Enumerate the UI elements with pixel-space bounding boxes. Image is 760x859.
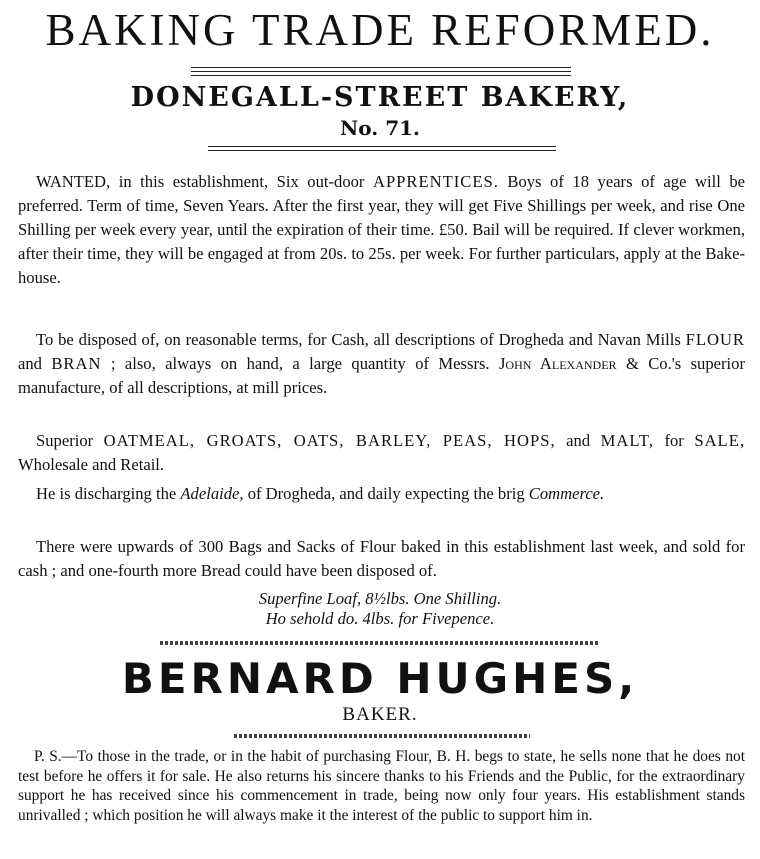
text-run: for — [653, 431, 695, 450]
ship-adelaide: Adelaide, — [180, 484, 244, 503]
postscript-paragraph — [18, 747, 745, 825]
manufacturer-name: John Alexander — [498, 354, 617, 373]
sales-text: There were upwards of 300 Bags and Sacks of Flour baked in this establishment last week, and sold for cash ; and one-fourth more Bread could have been disposed of. — [18, 537, 745, 580]
text-run: To be disposed of, on reasonable terms, for Cash, all descriptions of Drogheda and Navan Mills — [36, 330, 686, 349]
text-run: & Co.'s superior manufacture, of all descriptions, at mill prices. — [18, 354, 745, 397]
divider-rule-top-2 — [191, 71, 571, 72]
text-run: Boys of 18 years of age will be preferred. Term of time, Seven Years. After the first year, they will get Five Shillings per week, and rise One Shilling per week every year, until the expiration of their time. £50. Bail will be required. If clever workmen, after their time, they will be engaged at from 20s. to 25s. per week. For further particulars, apply at the Bake-house. — [18, 172, 746, 287]
price-line-household: Ho sehold do. 4lbs. for Fivepence. — [265, 609, 495, 628]
proprietor-trade: BAKER. — [342, 704, 418, 725]
apprentices-word: APPRENTICES. — [372, 172, 499, 191]
text-run: and — [555, 431, 601, 450]
bakery-name: DONEGALL-STREET BAKERY, — [130, 82, 630, 113]
bakery-number: No. 71. — [340, 116, 420, 140]
produce-list: OATMEAL, GROATS, OATS, BARLEY, PEAS, HOPS, — [103, 431, 556, 450]
sale-word: SALE, — [694, 431, 745, 450]
divider-rule-top-1 — [191, 67, 571, 68]
ships-paragraph — [18, 482, 745, 506]
apprentices-paragraph — [18, 170, 745, 290]
divider-rule-mid-1 — [208, 146, 556, 147]
text-run: in this establishment, Six out-door — [110, 172, 373, 191]
flour-word: FLOUR — [685, 330, 745, 349]
wanted-word: WANTED, — [36, 172, 111, 191]
text-run: Superior — [36, 431, 104, 450]
bran-word: BRAN — [51, 354, 102, 373]
headline: BAKING TRADE REFORMED. — [45, 5, 715, 55]
ornamental-divider-upper — [160, 641, 600, 645]
proprietor-name: BERNARD HUGHES, — [121, 654, 639, 703]
text-run: and — [18, 354, 52, 373]
sales-paragraph — [18, 535, 745, 583]
ship-commerce: Commerce. — [528, 484, 605, 503]
text-run: ; also, always on hand, a large quantity of Messrs. — [101, 354, 499, 373]
postscript-text: P. S.—To those in the trade, or in the habit of purchasing Flour, B. H. begs to state, he sells none that he does not test before he offers it for sale. He also returns his sincere thanks to his Friends and the Public, for the extraordinary support he has received since his commencement in trade, being now only four years. His establishment stands unrivalled ; which position he will always make it the interest of the public to support him in. — [18, 748, 745, 824]
price-line-superfine: Superfine Loaf, 8½lbs. One Shilling. — [258, 589, 502, 608]
text-run: Wholesale and Retail. — [18, 455, 165, 474]
text-run: He is discharging the — [36, 484, 181, 503]
divider-rule-mid-2 — [208, 150, 556, 151]
text-run: of Drogheda, and daily expecting the brig — [243, 484, 529, 503]
produce-paragraph — [18, 429, 745, 477]
divider-rule-top-3 — [191, 75, 571, 76]
ornamental-divider-lower — [234, 734, 530, 738]
flour-paragraph — [18, 328, 745, 400]
malt-word: MALT, — [600, 431, 654, 450]
